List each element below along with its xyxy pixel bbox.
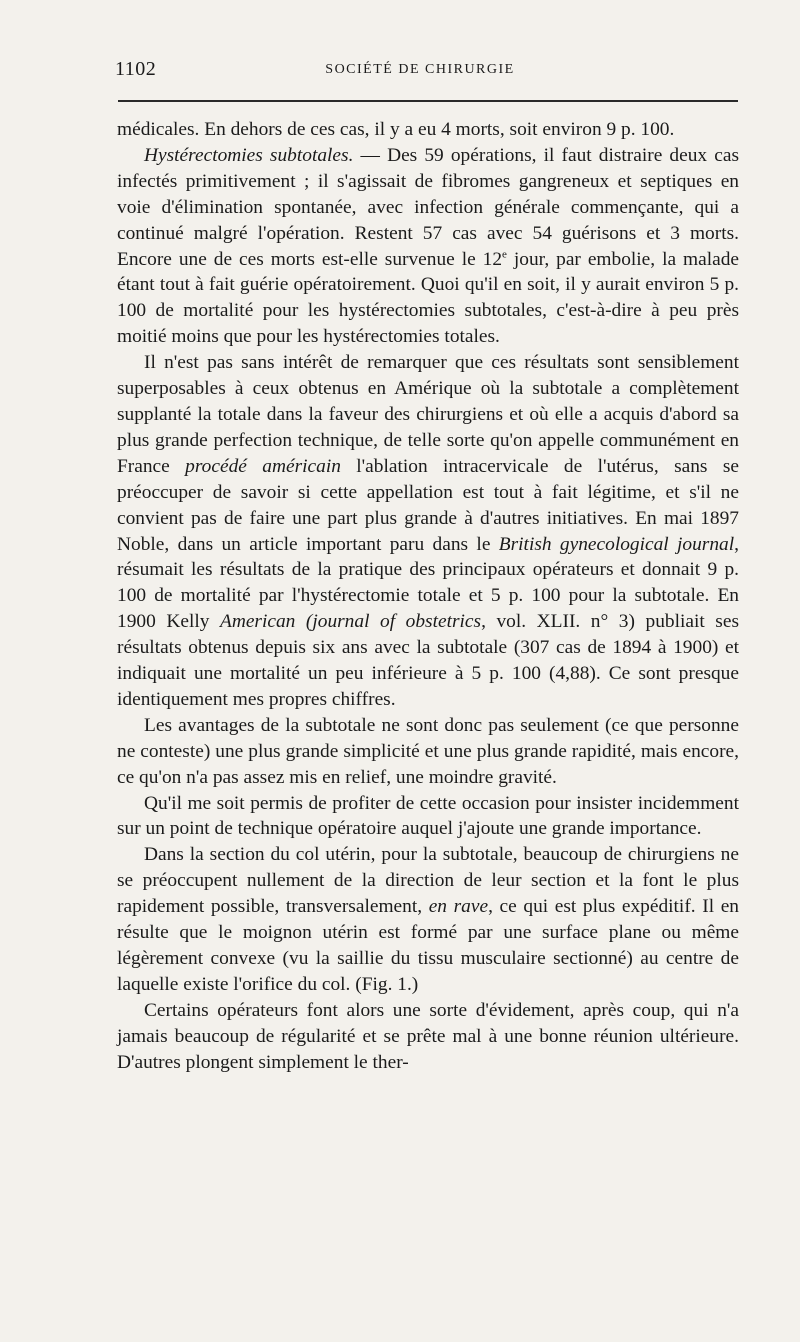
body-text [117, 117, 739, 1076]
page-header [115, 58, 740, 88]
paragraph-section-col: Dans la section du col utérin, pour la subtotale, beaucoup de chirurgiens ne se préoccupent nullement de la direction de leur section et la font le plus rapidement possible, transversalement, en rave, ce qui est plus expéditif. Il en résulte que le moignon utérin est formé par une surface plane ou même légèrement convexe (vu la saillie du tissu musculaire sectionné) au centre de laquelle existe l'orifice du col. (Fig. 1.) [117, 844, 739, 995]
section-heading-italic: Hystérectomies subtotales. [144, 144, 354, 166]
paragraph-operateurs: Certains opérateurs font alors une sorte d'évidement, après coup, qui n'a jamais beaucoup de régularité et se prête mal à une bonne réunion ultérieure. D'autres plongent simplement le ther- [117, 999, 739, 1073]
paragraph-technique: Qu'il me soit permis de profiter de cette occasion pour insister incidemment sur un point de technique opératoire auquel j'ajoute une grande importance. [117, 792, 739, 840]
page-number: 1102 [115, 58, 157, 80]
running-head: SOCIÉTÉ DE CHIRURGIE [325, 62, 515, 77]
paragraph-avantages: Les avantages de la subtotale ne sont donc pas seulement (ce que personne ne conteste) une plus grande simplicité et une plus grande rapidité, mais encore, ce qu'on n'a pas assez mis en relief, une moindre gravité. [117, 714, 739, 788]
paragraph-continuation: médicales. En dehors de ces cas, il y a eu 4 morts, soit environ 9 p. 100. [117, 119, 675, 140]
paragraph-amerique: Il n'est pas sans intérêt de remarquer que ces résultats sont sensiblement superposables à ceux obtenus en Amérique où la subtotale a complètement supplanté la totale dans la faveur des chirurgiens et où elle a acquis d'abord sa plus grande perfection technique, de telle sorte qu'on appelle communément en France procédé américain l'ablation intracervicale de l'utérus, sans se préoccuper de savoir si cette appellation est tout à fait légitime, et s'il ne convient pas de faire une part plus grande à d'autres initiatives. En mai 1897 Noble, dans un article important paru dans le British gynecological journal, résumait les résultats de la pratique des principaux opérateurs et donnait 9 p. 100 de mortalité par l'hystérectomie totale et 5 p. 100 pour la subtotale. En 1900 Kelly American (journal of obstetrics, vol. XLII. n° 3) publiait ses résultats obtenus depuis six ans avec la subtotale (307 cas de 1894 à 1900) et indiquait une mortalité un peu inférieure à 5 p. 100 (4,88). Ce sont presque identiquement mes propres chiffres. [117, 352, 740, 710]
paragraph-subtotales: Hystérectomies subtotales. — Des 59 opérations, il faut distraire deux cas infectés primitivement ; il s'agissait de fibromes gangreneux et septiques en voie d'élimination spontanée, avec infection générale commençante, qui a continué malgré l'opération. Restent 57 cas avec 54 guérisons et 3 morts. Encore une de ces morts est-elle survenue le 12e jour, par embolie, la malade étant tout à fait guérie opératoirement. Quoi qu'il en soit, il y aurait environ 5 p. 100 de mortalité pour les hystérectomies subtotales, c'est-à-dire à peu près moitié moins que pour les hystérectomies totales. [117, 144, 740, 348]
header-rule [118, 100, 738, 102]
